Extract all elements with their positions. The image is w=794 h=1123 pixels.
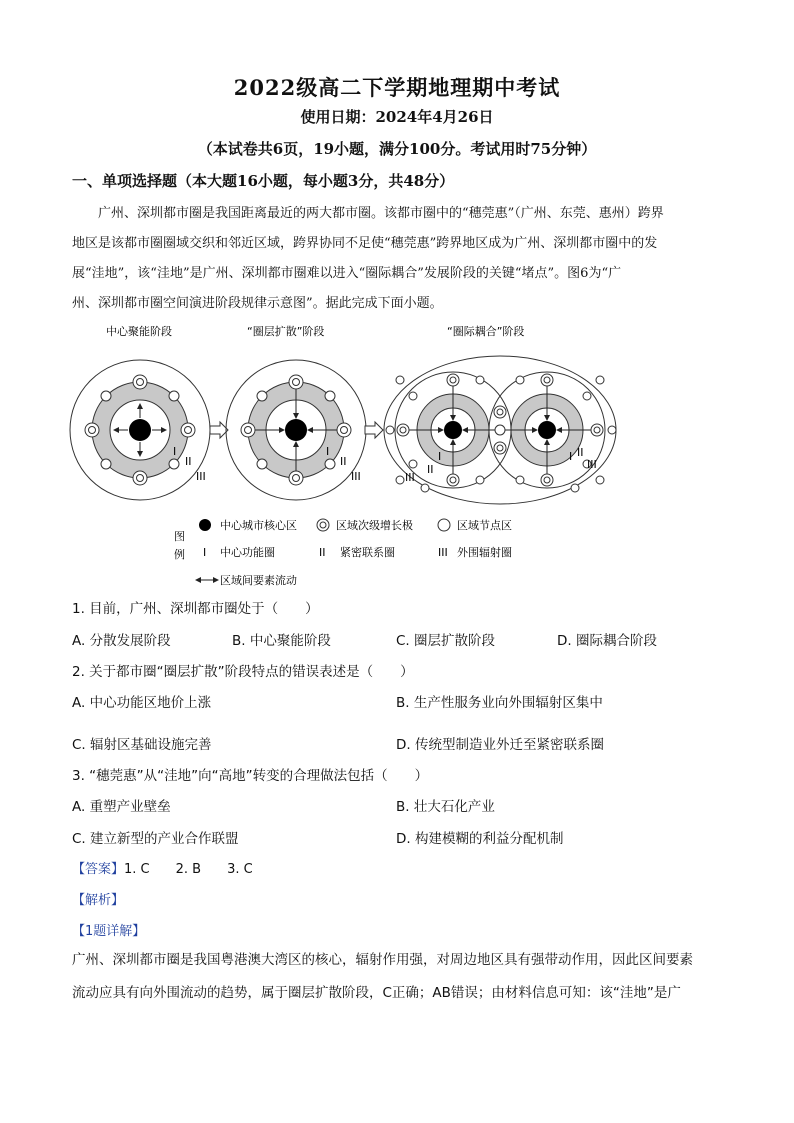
exam-date: 使用日期：2024年4月26日 <box>300 108 494 126</box>
legend-title-bottom: 例 <box>174 548 185 561</box>
analysis-body <box>72 944 726 1010</box>
stage3-label: “圈际耦合”阶段 <box>447 325 525 338</box>
legend-iii-mark: III <box>438 546 448 559</box>
passage-line-3: 展“洼地”，该“洼地”是广州、深圳都市圈难以进入“圈际耦合”发展阶段的关键“堵点”。图6为“广 <box>72 266 622 281</box>
passage <box>72 199 722 319</box>
ring-i-mark-4: I <box>569 450 573 463</box>
q1-stem: 1. 目前，广州、深圳都市圈处于（ ） <box>72 601 319 617</box>
ring-iii-mark-2: III <box>351 470 361 483</box>
legend-ii-label: 紧密联系圈 <box>340 546 395 559</box>
exam-title: 2022级高二下学期地理期中考试 <box>233 75 561 100</box>
ring-i-mark: I <box>173 445 177 458</box>
analysis-line-1: 广州、深圳都市圈是我国粤港澳大湾区的核心，辐射作用强，对周边地区具有强带动作用，因此区间要素 <box>72 952 693 968</box>
stage2-diagram <box>226 360 366 500</box>
ring-iii-mark-4: III <box>587 458 597 471</box>
analysis-line-2: 流动应具有向外围流动的趋势，属于圈层扩散阶段，C正确；AB错误；由材料信息可知：该“洼地”是广 <box>72 985 681 1001</box>
q3-option-b[interactable]: B. 壮大石化产业 <box>396 799 495 815</box>
legend-flow-label: 区域间要素流动 <box>220 574 297 587</box>
q2-option-a[interactable]: A. 中心功能区地价上涨 <box>72 695 212 711</box>
ring-ii-mark-2: II <box>340 455 347 468</box>
legend-i-label: 中心功能圈 <box>220 546 275 559</box>
legend-title-top: 图 <box>174 530 185 543</box>
q3-option-c[interactable]: C. 建立新型的产业合作联盟 <box>72 831 239 847</box>
legend-ii-mark: II <box>319 546 326 559</box>
exam-note: （本试卷共6页，19小题，满分100分。考试用时75分钟） <box>197 140 597 158</box>
legend-growth-label: 区域次级增长极 <box>336 519 413 532</box>
passage-line-1: 广州、深圳都市圈是我国距离最近的两大都市圈。该都市圈中的“穗莞惠”（广州、东莞、惠州）跨界 <box>98 206 664 221</box>
ring-ii-mark-4: II <box>577 446 584 459</box>
ring-iii-mark-3: III <box>405 471 415 484</box>
stage2-label: “圈层扩散”阶段 <box>247 325 325 338</box>
stage-arrow-1 <box>210 422 228 438</box>
ring-iii-mark: III <box>196 470 206 483</box>
answer-label: 【答案】 <box>72 862 125 877</box>
passage-line-4: 州、深圳都市圈空间演进阶段规律示意图”。据此完成下面小题。 <box>72 296 443 311</box>
ring-ii-mark-3: II <box>427 463 434 476</box>
legend-i-mark: I <box>203 546 207 559</box>
q3-stem: 3. “穗莞惠”从“洼地”向“高地”转变的合理做法包括（ ） <box>72 768 429 784</box>
ring-i-mark-3: I <box>438 450 442 463</box>
stage1-diagram <box>70 360 210 500</box>
q2-option-b[interactable]: B. 生产性服务业向外围辐射区集中 <box>396 695 603 711</box>
answer-2: 2. B <box>175 862 202 877</box>
q1-option-b[interactable]: B. 中心聚能阶段 <box>232 633 331 649</box>
legend-node-label: 区域节点区 <box>457 519 512 532</box>
q1-option-d[interactable]: D. 圈际耦合阶段 <box>557 633 657 649</box>
passage-line-2: 地区是该都市圈圈域交织和邻近区域，跨界协同不足使“穗莞惠”跨界地区成为广州、深圳都市圈中的发 <box>72 236 658 251</box>
answer-row <box>72 858 253 877</box>
q3-option-d[interactable]: D. 构建模糊的利益分配机制 <box>396 831 564 847</box>
stage-arrow-2 <box>365 422 383 438</box>
stage3-diagram <box>384 356 616 504</box>
legend-node-symbol <box>438 519 450 531</box>
analysis-label: 【解析】 <box>72 893 125 908</box>
q2-stem: 2. 关于都市圈“圈层扩散”阶段特点的错误表述是（ ） <box>72 664 414 680</box>
q2-option-d[interactable]: D. 传统型制造业外迁至紧密联系圈 <box>396 737 604 753</box>
answer-3: 3. C <box>227 862 253 877</box>
answer-1: 1. C <box>124 862 150 877</box>
q1-option-a[interactable]: A. 分散发展阶段 <box>72 633 171 649</box>
section-heading: 一、单项选择题（本大题16小题，每小题3分，共48分） <box>72 172 455 190</box>
stage1-label: 中心聚能阶段 <box>106 325 172 338</box>
detail-label: 【1题详解】 <box>72 924 146 939</box>
core-dot <box>129 419 151 441</box>
legend-growth-symbol <box>320 522 326 528</box>
legend-core-symbol <box>199 519 211 531</box>
legend-core-label: 中心城市核心区 <box>220 519 297 532</box>
q2-option-c[interactable]: C. 辐射区基础设施完善 <box>72 737 212 753</box>
figure-legend <box>174 518 512 587</box>
spatial-evolution-figure <box>60 318 700 590</box>
q1-option-c[interactable]: C. 圈层扩散阶段 <box>396 633 496 649</box>
ring-ii-mark: II <box>185 455 192 468</box>
q3-option-a[interactable]: A. 重塑产业壁垒 <box>72 799 171 815</box>
ring-i-mark-2: I <box>326 445 330 458</box>
legend-iii-label: 外围辐射圈 <box>457 546 512 559</box>
